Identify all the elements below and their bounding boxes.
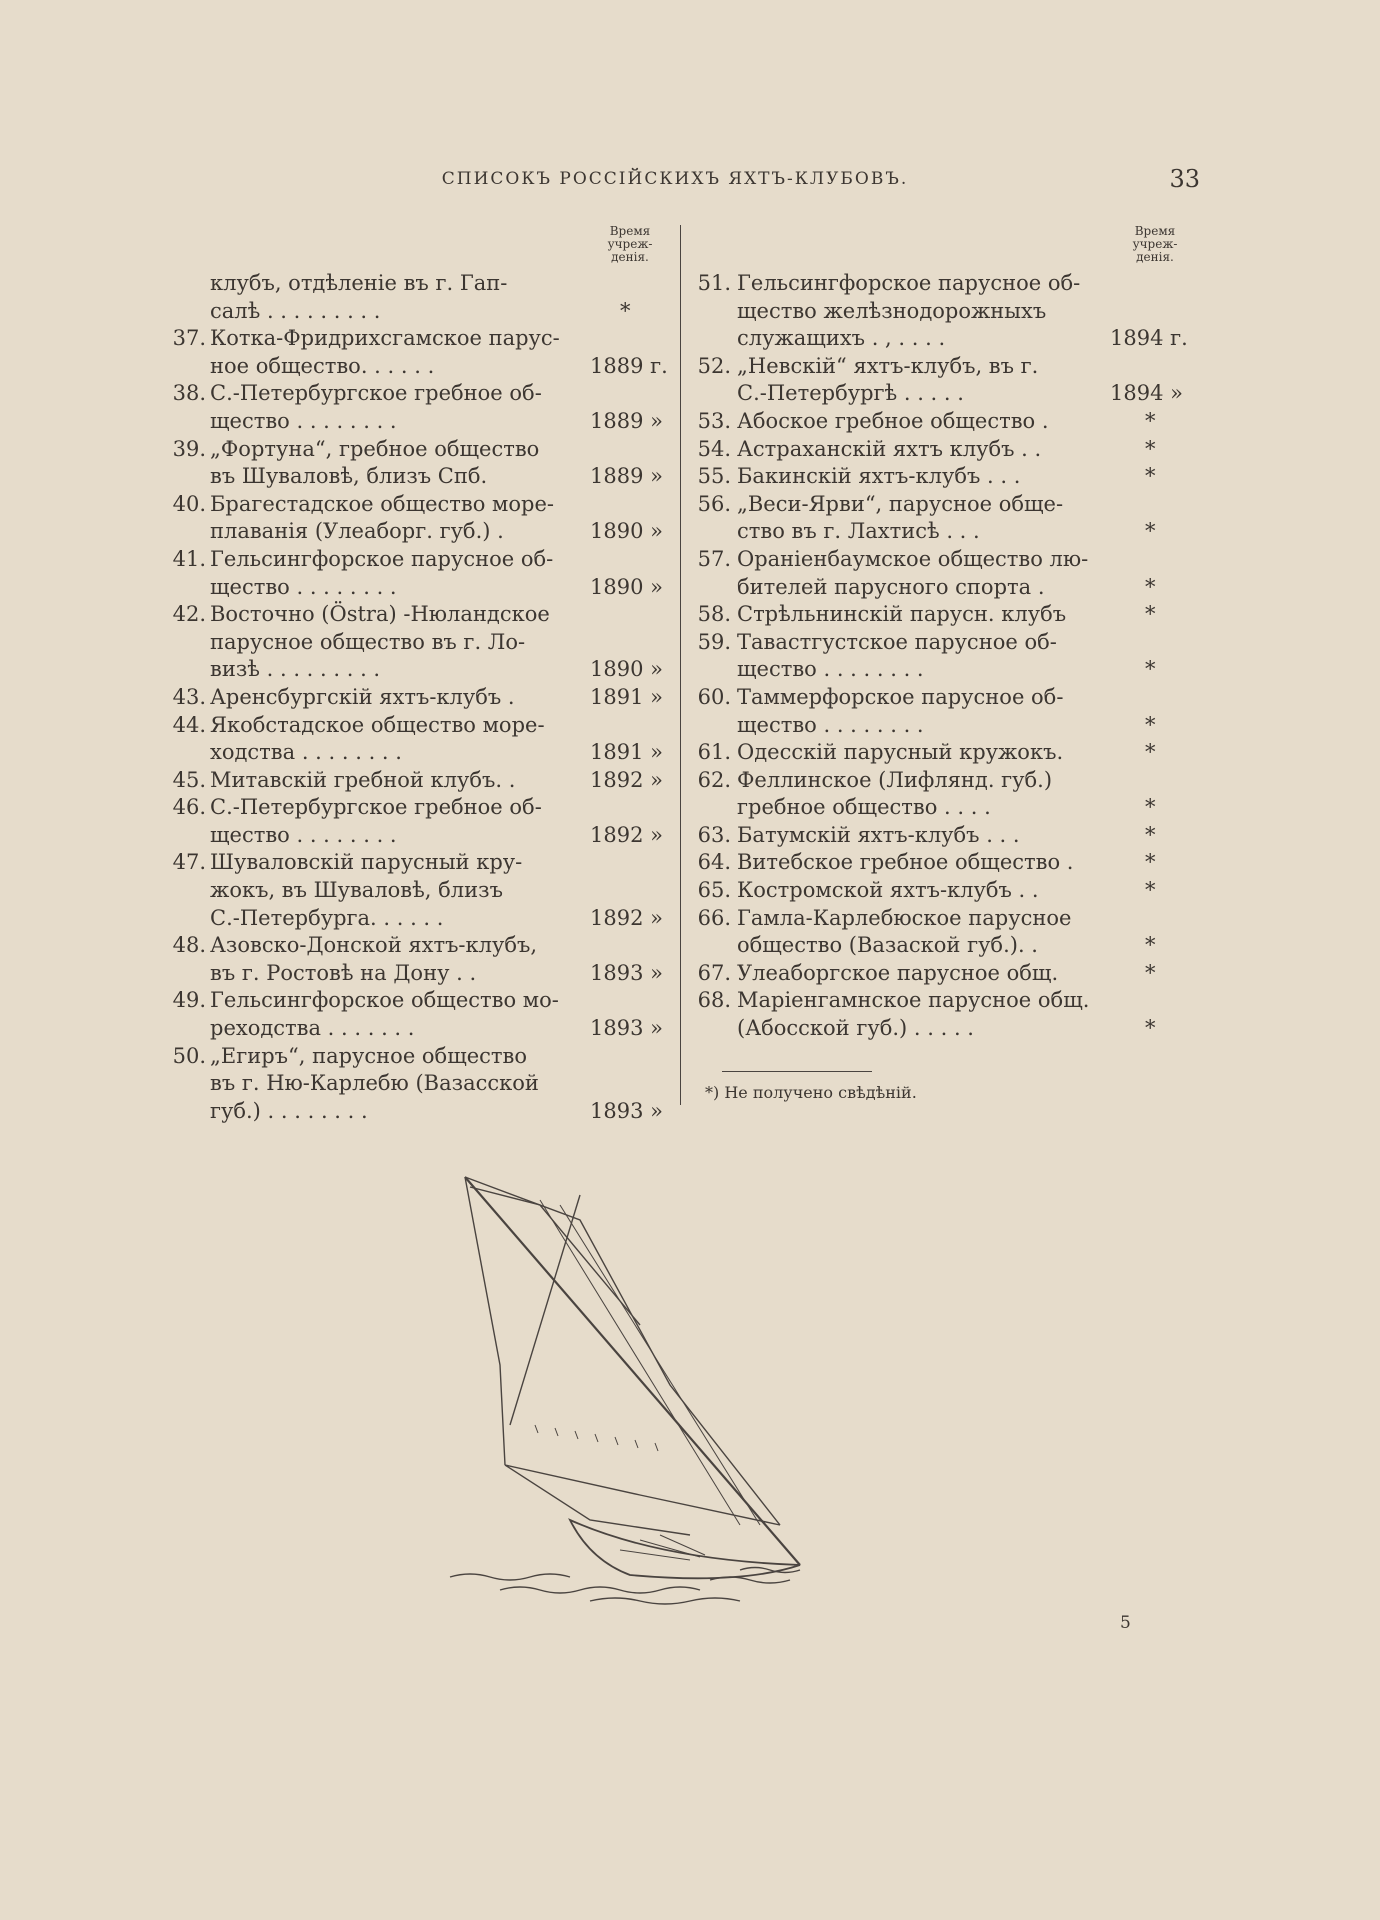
list-line [150,518,680,546]
founding-date: 1893 » [590,960,663,985]
date-column-header-left [590,225,670,264]
list-line [150,380,680,408]
founding-date: * [1145,795,1156,820]
list-line [150,960,680,988]
list-line [150,463,680,491]
list-line [685,712,1205,740]
list-line [685,380,1205,408]
founding-date: * [1145,602,1156,627]
list-line [685,794,1205,822]
entry-text: (Абосской губ.) . . . . . [737,1016,974,1041]
left-column-list [150,270,680,1125]
entry-text: ство въ г. Лахтисѣ . . . [737,519,980,544]
date-column-header-right [1115,225,1195,264]
list-line [150,712,680,740]
entry-text: бителей парусного спорта . [737,574,1045,599]
entry-text: въ г. Ростовѣ на Дону . . [210,960,477,985]
entry-text: Котка-Фридрихсгамское парус- [210,326,560,351]
list-line [685,574,1205,602]
list-line [685,739,1205,767]
founding-date: * [1145,574,1156,599]
entry-text: въ г. Ню-Карлебю (Вазасской [210,1071,539,1096]
founding-date: * [1145,740,1156,765]
entry-text: Якобстадское общество море- [210,712,545,737]
founding-date: * [1145,408,1156,433]
column-header-line: Время [609,224,651,238]
entry-text: Улеаборгское парусное общ. [737,960,1059,985]
list-line [150,629,680,657]
list-line [685,408,1205,436]
entry-number: 55. [697,464,731,489]
entry-number: 68. [697,988,731,1013]
list-line [150,739,680,767]
page-header [150,165,1200,201]
entry-text: въ Шуваловѣ, близъ Спб. [210,464,488,489]
list-line [685,325,1205,353]
entry-number: 48. [172,933,206,958]
list-line [685,491,1205,519]
list-line [150,574,680,602]
founding-date: 1891 » [590,684,663,709]
entry-text: плаванія (Улеаборг. губ.) . [210,519,504,544]
entry-text: Гамла-Карлебюское парусное [737,905,1072,930]
entry-number: 59. [697,629,731,654]
entry-number: 45. [172,767,206,792]
entry-text: Астраханскій яхтъ клубъ . . [737,436,1042,461]
founding-date: 1890 » [590,519,663,544]
list-line [150,822,680,850]
list-line [685,298,1205,326]
founding-date: 1891 » [590,740,663,765]
founding-date: * [1145,1016,1156,1041]
entry-text: С.-Петербургское гребное об- [210,381,542,406]
founding-date: 1889 » [590,408,663,433]
list-line [685,877,1205,905]
entry-number: 67. [697,960,731,985]
entry-text: Абоское гребное общество . [737,408,1049,433]
list-line [685,905,1205,933]
column-header-line: денія. [611,250,649,264]
list-line [685,353,1205,381]
column-header-line: учреж- [1132,237,1178,251]
list-line [685,960,1205,988]
list-line [685,270,1205,298]
entry-text: Брагестадское общество море- [210,491,554,516]
entry-text: визѣ . . . . . . . . . [210,657,381,682]
entry-text: ходства . . . . . . . . [210,740,402,765]
founding-date: * [1145,850,1156,875]
founding-date: * [1145,878,1156,903]
running-title: СПИСОКЪ РОССІЙСКИХЪ ЯХТЪ-КЛУБОВЪ. [441,169,909,189]
list-line [150,656,680,684]
founding-date: 1892 » [590,767,663,792]
list-line [685,849,1205,877]
entry-text: Гельсингфорское общество мо- [210,988,559,1013]
column-header-line: денія. [1136,250,1174,264]
entry-text: реходства . . . . . . . [210,1016,415,1041]
list-line [150,987,680,1015]
list-line [150,546,680,574]
entry-text: щество . . . . . . . . [737,712,924,737]
list-line [150,877,680,905]
list-line [150,1015,680,1043]
entry-text: „Фортуна“, гребное общество [210,436,540,461]
founding-date: 1890 » [590,574,663,599]
list-line [685,932,1205,960]
entry-number: 66. [697,905,731,930]
founding-date: * [1145,933,1156,958]
list-line [685,1015,1205,1043]
list-line [150,270,680,298]
list-line [150,794,680,822]
founding-date: * [1145,960,1156,985]
founding-date: 1890 » [590,657,663,682]
list-line [150,353,680,381]
entry-text: Аренсбургскій яхтъ-клубъ . [210,684,515,709]
list-line [150,601,680,629]
entry-text: Гельсингфорское парусное об- [737,271,1081,295]
list-line [685,546,1205,574]
signature-mark: 5 [1120,1613,1131,1633]
entry-number: 37. [172,326,206,351]
entry-text: щество . . . . . . . . [210,408,397,433]
list-line [685,518,1205,546]
entry-text: Тавастгустское парусное об- [737,629,1057,654]
column-header-line: Время [1134,224,1176,238]
founding-date: 1894 г. [1110,326,1188,351]
entry-text: ное общество. . . . . . [210,353,435,378]
founding-date: * [1145,436,1156,461]
entry-number: 46. [172,795,206,820]
entry-number: 56. [697,491,731,516]
entry-number: 63. [697,822,731,847]
list-line [150,325,680,353]
list-line [685,656,1205,684]
founding-date: * [1145,712,1156,737]
footnote-rule [722,1071,872,1072]
entry-text: Витебское гребное общество . [737,850,1074,875]
list-line [150,1070,680,1098]
page-number: 33 [1169,165,1200,193]
footnote: *) Не получено свѣдѣній. [705,1083,917,1102]
entry-number: 51. [697,271,731,295]
entry-text: клубъ, отдѣленіе въ г. Гап- [210,271,508,295]
list-line [150,298,680,326]
entry-text: Восточно (Östra) -Нюландское [210,602,550,627]
entry-text: щество . . . . . . . . [210,574,397,599]
founding-date: * [1145,519,1156,544]
entry-number: 60. [697,684,731,709]
entry-number: 52. [697,353,731,378]
entry-text: общество (Вазаской губ.). . [737,933,1038,958]
entry-number: 43. [172,684,206,709]
entry-number: 54. [697,436,731,461]
entry-text: гребное общество . . . . [737,795,991,820]
list-line [150,408,680,436]
entry-number: 41. [172,546,206,571]
list-line [685,463,1205,491]
list-line [150,767,680,795]
entry-number: 65. [697,878,731,903]
list-line [150,491,680,519]
entry-number: 47. [172,850,206,875]
founding-date: * [1145,657,1156,682]
entry-number: 44. [172,712,206,737]
list-line [150,436,680,464]
entry-text: С.-Петербургское гребное об- [210,795,542,820]
entry-text: губ.) . . . . . . . . [210,1098,368,1123]
founding-date: * [620,298,631,323]
entry-text: Азовско-Донской яхтъ-клубъ, [210,933,538,958]
sailboat-illustration [440,1165,840,1605]
list-line [685,436,1205,464]
entry-text: Гельсингфорское парусное об- [210,546,554,571]
list-line [685,822,1205,850]
entry-number: 57. [697,546,731,571]
entry-text: парусное общество въ г. Ло- [210,629,526,654]
founding-date: 1893 » [590,1098,663,1123]
right-column-list [685,270,1205,1043]
entry-text: „Егиръ“, парусное общество [210,1043,527,1068]
entry-number: 61. [697,740,731,765]
entry-text: Бакинскій яхтъ-клубъ . . . [737,464,1021,489]
entry-number: 64. [697,850,731,875]
entry-text: Маріенгамнское парусное общ. [737,988,1090,1013]
entry-number: 42. [172,602,206,627]
list-line [685,987,1205,1015]
entry-number: 50. [172,1043,206,1068]
entry-text: „Невскій“ яхтъ-клубъ, въ г. [737,353,1039,378]
list-line [685,767,1205,795]
founding-date: 1892 » [590,905,663,930]
list-line [150,932,680,960]
entry-text: щество . . . . . . . . [210,822,397,847]
entry-number: 49. [172,988,206,1013]
list-line [150,905,680,933]
list-line [150,684,680,712]
founding-date: 1894 » [1110,381,1183,406]
list-line [150,849,680,877]
entry-number: 58. [697,602,731,627]
entry-text: „Веси-Ярви“, парусное обще- [737,491,1064,516]
list-line [150,1043,680,1071]
entry-text: Ораніенбаумское общество лю- [737,546,1089,571]
entry-text: Феллинское (Лифлянд. губ.) [737,767,1053,792]
entry-text: салѣ . . . . . . . . . [210,298,381,323]
founding-date: * [1145,464,1156,489]
entry-text: Митавскій гребной клубъ. . [210,767,516,792]
founding-date: * [1145,822,1156,847]
entry-text: жокъ, въ Шуваловѣ, близъ [210,878,503,903]
entry-text: С.-Петербурга. . . . . . [210,905,444,930]
entry-text: Таммерфорское парусное об- [737,684,1064,709]
entry-number: 39. [172,436,206,461]
founding-date: 1889 г. [590,353,668,378]
list-line [150,1098,680,1126]
founding-date: 1889 » [590,464,663,489]
list-line [685,684,1205,712]
list-line [685,601,1205,629]
entry-text: Одесскій парусный кружокъ. [737,740,1064,765]
entry-number: 53. [697,408,731,433]
entry-text: Костромской яхтъ-клубъ . . [737,878,1039,903]
founding-date: 1892 » [590,822,663,847]
column-divider [680,225,681,1105]
entry-text: служащихъ . , . . . . [737,326,946,351]
entry-number: 38. [172,381,206,406]
entry-text: Шуваловскій парусный кру- [210,850,523,875]
entry-text: щество . . . . . . . . [737,657,924,682]
entry-number: 40. [172,491,206,516]
entry-text: щество желѣзнодорожныхъ [737,298,1047,323]
column-header-line: учреж- [607,237,653,251]
entry-text: Батумскій яхтъ-клубъ . . . [737,822,1020,847]
list-line [685,629,1205,657]
founding-date: 1893 » [590,1016,663,1041]
entry-number: 62. [697,767,731,792]
entry-text: С.-Петербургѣ . . . . . [737,381,964,406]
entry-text: Стрѣльнинскій парусн. клубъ [737,602,1067,627]
